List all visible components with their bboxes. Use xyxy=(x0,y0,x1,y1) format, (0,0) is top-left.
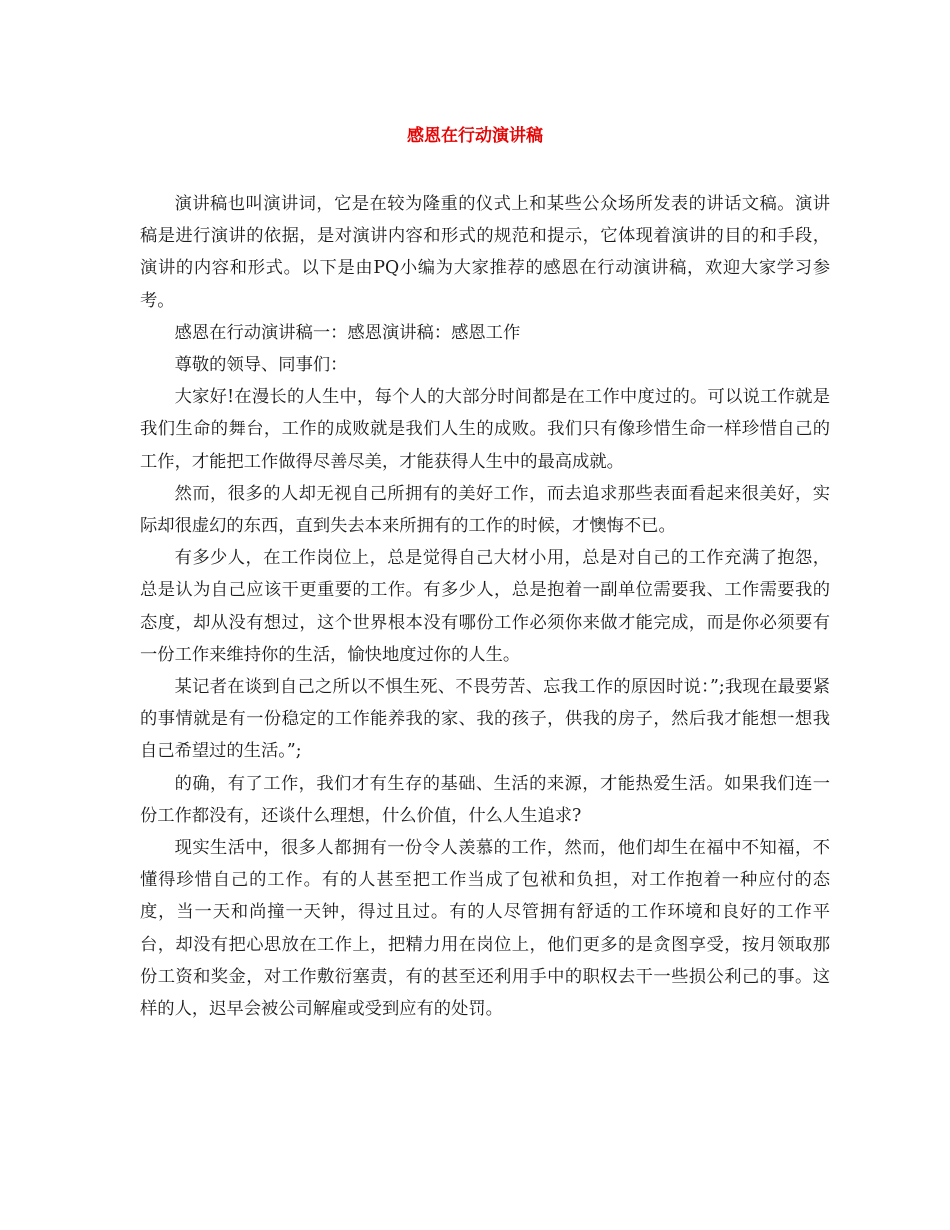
document-title: 感恩在行动演讲稿 xyxy=(407,126,543,146)
paragraph-greeting: 大家好!在漫长的人生中，每个人的大部分时间都是在工作中度过的。可以说工作就是我们生命的舞台，工作的成败就是我们人生的成败。我们只有像珍惜生命一样珍惜自己的工作，才能把工作做得尽善尽美，才能获得人生中的最高成就。 xyxy=(140,387,830,472)
paragraph-intro: 演讲稿也叫演讲词，它是在较为隆重的仪式上和某些公众场所发表的讲话文稿。演讲稿是进行演讲的依据，是对演讲内容和形式的规范和提示，它体现着演讲的目的和手段，演讲的内容和形式。以下是由PQ小编为大家推荐的感恩在行动演讲稿，欢迎大家学习参考。 xyxy=(140,194,830,311)
paragraph-salutation: 尊敬的领导、同事们： xyxy=(174,355,348,376)
paragraph-subheading: 感恩在行动演讲稿一：感恩演讲稿：感恩工作 xyxy=(174,322,521,343)
paragraph-body: 现实生活中，很多人都拥有一份令人羡慕的工作，然而，他们却生在福中不知福，不懂得珍惜自己的工作。有的人甚至把工作当成了包袱和负担，对工作抱着一种应付的态度，当一天和尚撞一天钟，得过且过。有的人尽管拥有舒适的工作环境和良好的工作平台，却没有把心思放在工作上，把精力用在岗位上，他们更多的是贪图享受，按月领取那份工资和奖金，对工作敷衍塞责，有的甚至还利用手中的职权去干一些损公利己的事。这样的人，迟早会被公司解雇或受到应有的处罚。 xyxy=(140,838,830,1020)
paragraph-body: 然而，很多的人却无视自己所拥有的美好工作，而去追求那些表面看起来很美好，实际却很虚幻的东西，直到失去本来所拥有的工作的时候，才懊悔不已。 xyxy=(140,483,830,537)
document-body xyxy=(140,188,830,1025)
paragraph-body: 有多少人，在工作岗位上，总是觉得自己大材小用，总是对自己的工作充满了抱怨，总是认为自己应该干更重要的工作。有多少人，总是抱着一副单位需要我、工作需要我的态度，却从没有想过，这个世界根本没有哪份工作必须你来做才能完成，而是你必须要有一份工作来维持你的生活，愉快地度过你的人生。 xyxy=(140,548,830,665)
paragraph-body: 的确，有了工作，我们才有生存的基础、生活的来源，才能热爱生活。如果我们连一份工作都没有，还谈什么理想，什么价值，什么人生追求? xyxy=(140,773,830,826)
paragraph-quote: 某记者在谈到自己之所以不惧生死、不畏劳苦、忘我工作的原因时说：”;我现在最要紧的事情就是有一份稳定的工作能养我的家、我的孩子，供我的房子，然后我才能想一想我自己希望过的生活。”; xyxy=(140,677,830,762)
